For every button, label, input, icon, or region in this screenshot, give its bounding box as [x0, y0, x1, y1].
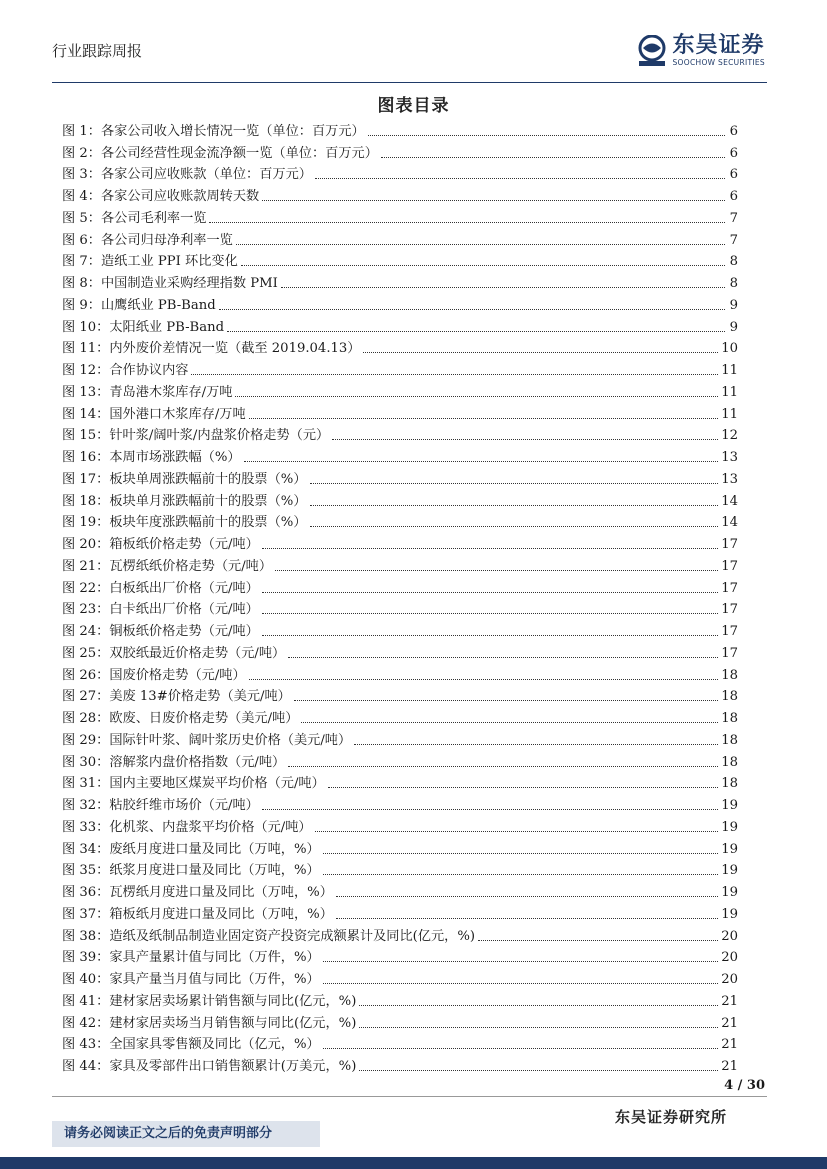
- toc-title: 图表目录: [377, 96, 450, 116]
- toc-entry-page: 19: [721, 841, 738, 857]
- toc-entry-label: 图 35：纸浆月度进口量及同比（万吨，%）: [62, 863, 320, 879]
- toc-entry-page: 13: [721, 471, 738, 487]
- toc-entry-label: 图 41：建材家居卖场累计销售额与同比(亿元，%): [62, 993, 357, 1009]
- toc-entry[interactable]: [62, 575, 738, 597]
- toc-entry-page: 19: [721, 798, 738, 813]
- toc-entry-label: 图 26：国废价格走势（元/吨）: [62, 667, 246, 683]
- toc-entry-label: 图 6：各公司归母净利率一览: [62, 232, 233, 248]
- toc-entry-page: 21: [721, 1037, 738, 1053]
- toc-entry-label: 图 20：箱板纸价格走势（元/吨）: [62, 537, 259, 552]
- toc-leader-dots: [359, 1027, 718, 1028]
- toc-entry[interactable]: [62, 988, 738, 1010]
- toc-leader-dots: [336, 918, 718, 919]
- toc-entry-page: 17: [721, 558, 738, 574]
- toc-leader-dots: [310, 505, 719, 506]
- toc-entry-page: 9: [729, 319, 738, 335]
- toc-entry-label: 图 28：欧废、日废价格走势（美元/吨）: [62, 711, 299, 726]
- toc-entry-label: 图 18：板块单月涨跌幅前十的股票（%）: [62, 493, 307, 509]
- toc-leader-dots: [310, 526, 719, 527]
- footer-org: 东吴证券研究所: [614, 1108, 727, 1126]
- toc-entry-label: 图 22：白板纸出厂价格（元/吨）: [62, 580, 259, 596]
- toc-leader-dots: [323, 853, 719, 854]
- toc-entry-label: 图 17：板块单周涨跌幅前十的股票（%）: [62, 471, 307, 487]
- toc-leader-dots: [227, 331, 725, 332]
- toc-entry[interactable]: [62, 879, 738, 901]
- toc-entry-page: 14: [721, 515, 738, 531]
- toc-leader-dots: [328, 787, 718, 788]
- toc-entry[interactable]: [62, 771, 738, 793]
- toc-entry[interactable]: [62, 379, 738, 401]
- footer-bar: [0, 1157, 827, 1169]
- toc-entry-page: 21: [721, 1059, 738, 1074]
- toc-entry-label: 图 34：废纸月度进口量及同比（万吨，%）: [62, 841, 320, 857]
- toc-entry-label: 图 16：本周市场涨跌幅（%）: [62, 450, 241, 465]
- toc-entry[interactable]: [62, 1010, 738, 1032]
- toc-entry[interactable]: [62, 183, 738, 205]
- toc-leader-dots: [191, 374, 718, 375]
- toc-entry-page: 12: [721, 428, 738, 444]
- toc-entry[interactable]: [62, 705, 738, 727]
- toc-entry-label: 图 15：针叶浆/阔叶浆/内盘浆价格走势（元）: [62, 428, 330, 444]
- toc-entry-page: 6: [729, 123, 738, 139]
- toc-entry[interactable]: [62, 1053, 738, 1075]
- toc-entry-page: 8: [729, 276, 738, 291]
- toc-entry[interactable]: [62, 140, 738, 162]
- toc-leader-dots: [323, 1048, 719, 1049]
- toc-entry-page: 21: [721, 993, 738, 1009]
- toc-entry-page: 18: [721, 667, 738, 683]
- toc-entry-label: 图 30：溶解浆内盘价格指数（元/吨）: [62, 754, 286, 770]
- toc-entry-label: 图 33：化机浆、内盘浆平均价格（元/吨）: [62, 819, 312, 835]
- toc-leader-dots: [262, 635, 718, 636]
- toc-entry-page: 6: [729, 167, 738, 183]
- toc-entry[interactable]: [62, 466, 738, 488]
- toc-entry-label: 图 4：各家公司应收账款周转天数: [62, 189, 260, 204]
- toc-leader-dots: [323, 961, 719, 962]
- toc-leader-dots: [323, 983, 719, 984]
- toc-entry-label: 图 27：美废 13#价格走势（美元/吨）: [62, 689, 291, 705]
- company-logo: [637, 34, 766, 68]
- toc-entry-label: 图 3：各家公司应收账款（单位：百万元）: [62, 167, 312, 183]
- toc-entry[interactable]: [62, 249, 738, 271]
- toc-entry-page: 20: [721, 928, 738, 944]
- toc-entry[interactable]: [62, 336, 738, 358]
- toc-entry-label: 图 29：国际针叶浆、阔叶浆历史价格（美元/吨）: [62, 732, 352, 748]
- toc-entry-label: 图 9：山鹰纸业 PB-Band: [62, 297, 216, 313]
- toc-entry-page: 20: [721, 972, 738, 987]
- toc-entry-label: 图 13：青岛港木浆库存/万吨: [62, 384, 233, 400]
- toc-entry-label: 图 7：造纸工业 PPI 环比变化: [62, 254, 238, 270]
- toc-leader-dots: [249, 418, 719, 419]
- toc-entry-label: 图 14：国外港口木浆库存/万吨: [62, 406, 246, 422]
- report-category: 行业跟踪周报: [52, 42, 143, 60]
- toc-leader-dots: [323, 874, 719, 875]
- toc-entry-label: 图 1：各家公司收入增长情况一览（单位：百万元）: [62, 123, 365, 139]
- toc-entry-label: 图 37：箱板纸月度进口量及同比（万吨，%）: [62, 906, 333, 922]
- toc-entry-label: 图 43：全国家具零售额及同比（亿元，%）: [62, 1037, 320, 1053]
- toc-leader-dots: [236, 244, 725, 245]
- toc-entry-page: 19: [721, 906, 738, 922]
- toc-entry[interactable]: [62, 945, 738, 967]
- toc-entry[interactable]: [62, 357, 738, 379]
- toc-entry-page: 6: [729, 189, 738, 204]
- toc-entry[interactable]: [62, 227, 738, 249]
- toc-entry-page: 11: [721, 406, 738, 422]
- table-of-figures: [62, 118, 738, 1075]
- toc-entry[interactable]: [62, 684, 738, 706]
- toc-entry[interactable]: [62, 662, 738, 684]
- toc-entry[interactable]: [62, 423, 738, 445]
- toc-leader-dots: [275, 570, 718, 571]
- toc-entry-page: 17: [721, 537, 738, 552]
- logo-name-cn: 东吴证券: [672, 33, 765, 58]
- toc-entry-label: 图 39：家具产量累计值与同比（万件，%）: [62, 950, 320, 966]
- toc-entry[interactable]: [62, 814, 738, 836]
- toc-entry[interactable]: [62, 597, 738, 619]
- logo-name-en: SOOCHOW SECURITIES: [672, 58, 765, 67]
- toc-leader-dots: [381, 157, 725, 158]
- toc-leader-dots: [235, 396, 718, 397]
- toc-leader-dots: [354, 744, 718, 745]
- toc-entry[interactable]: [62, 727, 738, 749]
- toc-entry[interactable]: [62, 401, 738, 423]
- toc-leader-dots: [249, 679, 719, 680]
- toc-entry[interactable]: [62, 618, 738, 640]
- toc-leader-dots: [281, 287, 725, 288]
- toc-leader-dots: [288, 766, 718, 767]
- toc-entry-label: 图 10：太阳纸业 PB-Band: [62, 319, 225, 335]
- toc-entry-page: 20: [721, 950, 738, 966]
- toc-entry-label: 图 31：国内主要地区煤炭平均价格（元/吨）: [62, 776, 325, 792]
- toc-leader-dots: [262, 548, 718, 549]
- toc-leader-dots: [294, 700, 718, 701]
- toc-entry-label: 图 5：各公司毛利率一览: [62, 210, 207, 226]
- toc-leader-dots: [262, 809, 718, 810]
- toc-entry[interactable]: [62, 488, 738, 510]
- toc-entry[interactable]: [62, 292, 738, 314]
- toc-entry-label: 图 19：板块年度涨跌幅前十的股票（%）: [62, 515, 307, 531]
- toc-entry-page: 8: [729, 254, 738, 270]
- toc-entry-page: 9: [729, 297, 738, 313]
- toc-leader-dots: [241, 265, 725, 266]
- toc-entry[interactable]: [62, 901, 738, 923]
- toc-entry-label: 图 12：合作协议内容: [62, 363, 189, 378]
- toc-leader-dots: [359, 1005, 718, 1006]
- toc-leader-dots: [219, 309, 725, 310]
- toc-entry-label: 图 21：瓦楞纸纸价格走势（元/吨）: [62, 558, 273, 574]
- toc-entry-page: 14: [721, 493, 738, 509]
- toc-leader-dots: [363, 352, 718, 353]
- toc-entry[interactable]: [62, 858, 738, 880]
- toc-entry[interactable]: [62, 923, 738, 945]
- toc-entry-page: 18: [721, 754, 738, 770]
- toc-entry-label: 图 38：造纸及纸制品制造业固定资产投资完成额累计及同比(亿元，%): [62, 928, 476, 944]
- toc-entry-label: 图 2：各公司经营性现金流净额一览（单位：百万元）: [62, 145, 378, 161]
- toc-entry-label: 图 44：家具及零部件出口销售额累计(万美元，%): [62, 1059, 357, 1074]
- toc-entry-page: 18: [721, 776, 738, 792]
- toc-entry[interactable]: [62, 553, 738, 575]
- toc-leader-dots: [262, 613, 718, 614]
- toc-leader-dots: [332, 439, 718, 440]
- toc-entry-page: 13: [721, 450, 738, 465]
- toc-leader-dots: [315, 831, 719, 832]
- toc-entry-page: 7: [729, 232, 738, 248]
- toc-leader-dots: [310, 483, 719, 484]
- toc-leader-dots: [262, 592, 718, 593]
- toc-entry-page: 7: [729, 210, 738, 226]
- disclaimer-notice: 请务必阅读正文之后的免责声明部分: [52, 1121, 320, 1147]
- toc-entry-page: 11: [721, 363, 738, 378]
- toc-entry[interactable]: [62, 749, 738, 771]
- toc-entry-page: 18: [721, 689, 738, 705]
- toc-entry[interactable]: [62, 966, 738, 988]
- toc-entry[interactable]: [62, 640, 738, 662]
- toc-entry[interactable]: [62, 444, 738, 466]
- toc-entry-page: 17: [721, 624, 738, 639]
- toc-entry-page: 11: [721, 384, 738, 400]
- toc-entry-page: 17: [721, 602, 738, 618]
- toc-entry[interactable]: [62, 836, 738, 858]
- toc-entry-page: 17: [721, 580, 738, 596]
- toc-leader-dots: [209, 222, 725, 223]
- toc-leader-dots: [359, 1070, 718, 1071]
- toc-leader-dots: [368, 135, 725, 136]
- toc-entry-label: 图 25：双胶纸最近价格走势（元/吨）: [62, 645, 286, 661]
- toc-entry[interactable]: [62, 270, 738, 292]
- toc-entry-label: 图 32：粘胶纤维市场价（元/吨）: [62, 798, 259, 813]
- toc-leader-dots: [336, 896, 718, 897]
- toc-entry[interactable]: [62, 314, 738, 336]
- toc-entry[interactable]: [62, 162, 738, 184]
- toc-leader-dots: [315, 178, 725, 179]
- toc-entry[interactable]: [62, 510, 738, 532]
- toc-entry-page: 18: [721, 732, 738, 748]
- toc-entry-label: 图 42：建材家居卖场当月销售额与同比(亿元，%): [62, 1015, 357, 1031]
- toc-entry[interactable]: [62, 118, 738, 140]
- toc-entry-page: 6: [729, 145, 738, 161]
- footer-divider: [52, 1096, 767, 1097]
- toc-entry[interactable]: [62, 792, 738, 814]
- logo-mark-icon: [637, 35, 667, 67]
- toc-entry-page: 21: [721, 1015, 738, 1031]
- toc-leader-dots: [478, 940, 718, 941]
- header-divider: [52, 82, 767, 83]
- toc-leader-dots: [244, 461, 719, 462]
- toc-entry[interactable]: [62, 1032, 738, 1054]
- toc-leader-dots: [262, 200, 725, 201]
- toc-entry[interactable]: [62, 531, 738, 553]
- toc-entry-label: 图 40：家具产量当月值与同比（万件，%）: [62, 972, 320, 987]
- toc-entry-label: 图 24：铜板纸价格走势（元/吨）: [62, 624, 259, 639]
- toc-entry-page: 18: [721, 711, 738, 726]
- toc-entry-label: 图 23：白卡纸出厂价格（元/吨）: [62, 602, 259, 618]
- toc-leader-dots: [301, 722, 718, 723]
- toc-entry-page: 19: [721, 885, 738, 900]
- toc-entry-label: 图 36：瓦楞纸月度进口量及同比（万吨，%）: [62, 885, 333, 900]
- toc-entry-label: 图 11：内外废价差情况一览（截至 2019.04.13）: [62, 341, 361, 357]
- toc-leader-dots: [288, 657, 718, 658]
- toc-entry-label: 图 8：中国制造业采购经理指数 PMI: [62, 276, 278, 291]
- toc-entry-page: 19: [721, 863, 738, 879]
- toc-entry-page: 10: [721, 341, 738, 357]
- page-number: 4 / 30: [724, 1078, 765, 1093]
- toc-entry[interactable]: [62, 205, 738, 227]
- toc-entry-page: 19: [721, 819, 738, 835]
- toc-entry-page: 17: [721, 645, 738, 661]
